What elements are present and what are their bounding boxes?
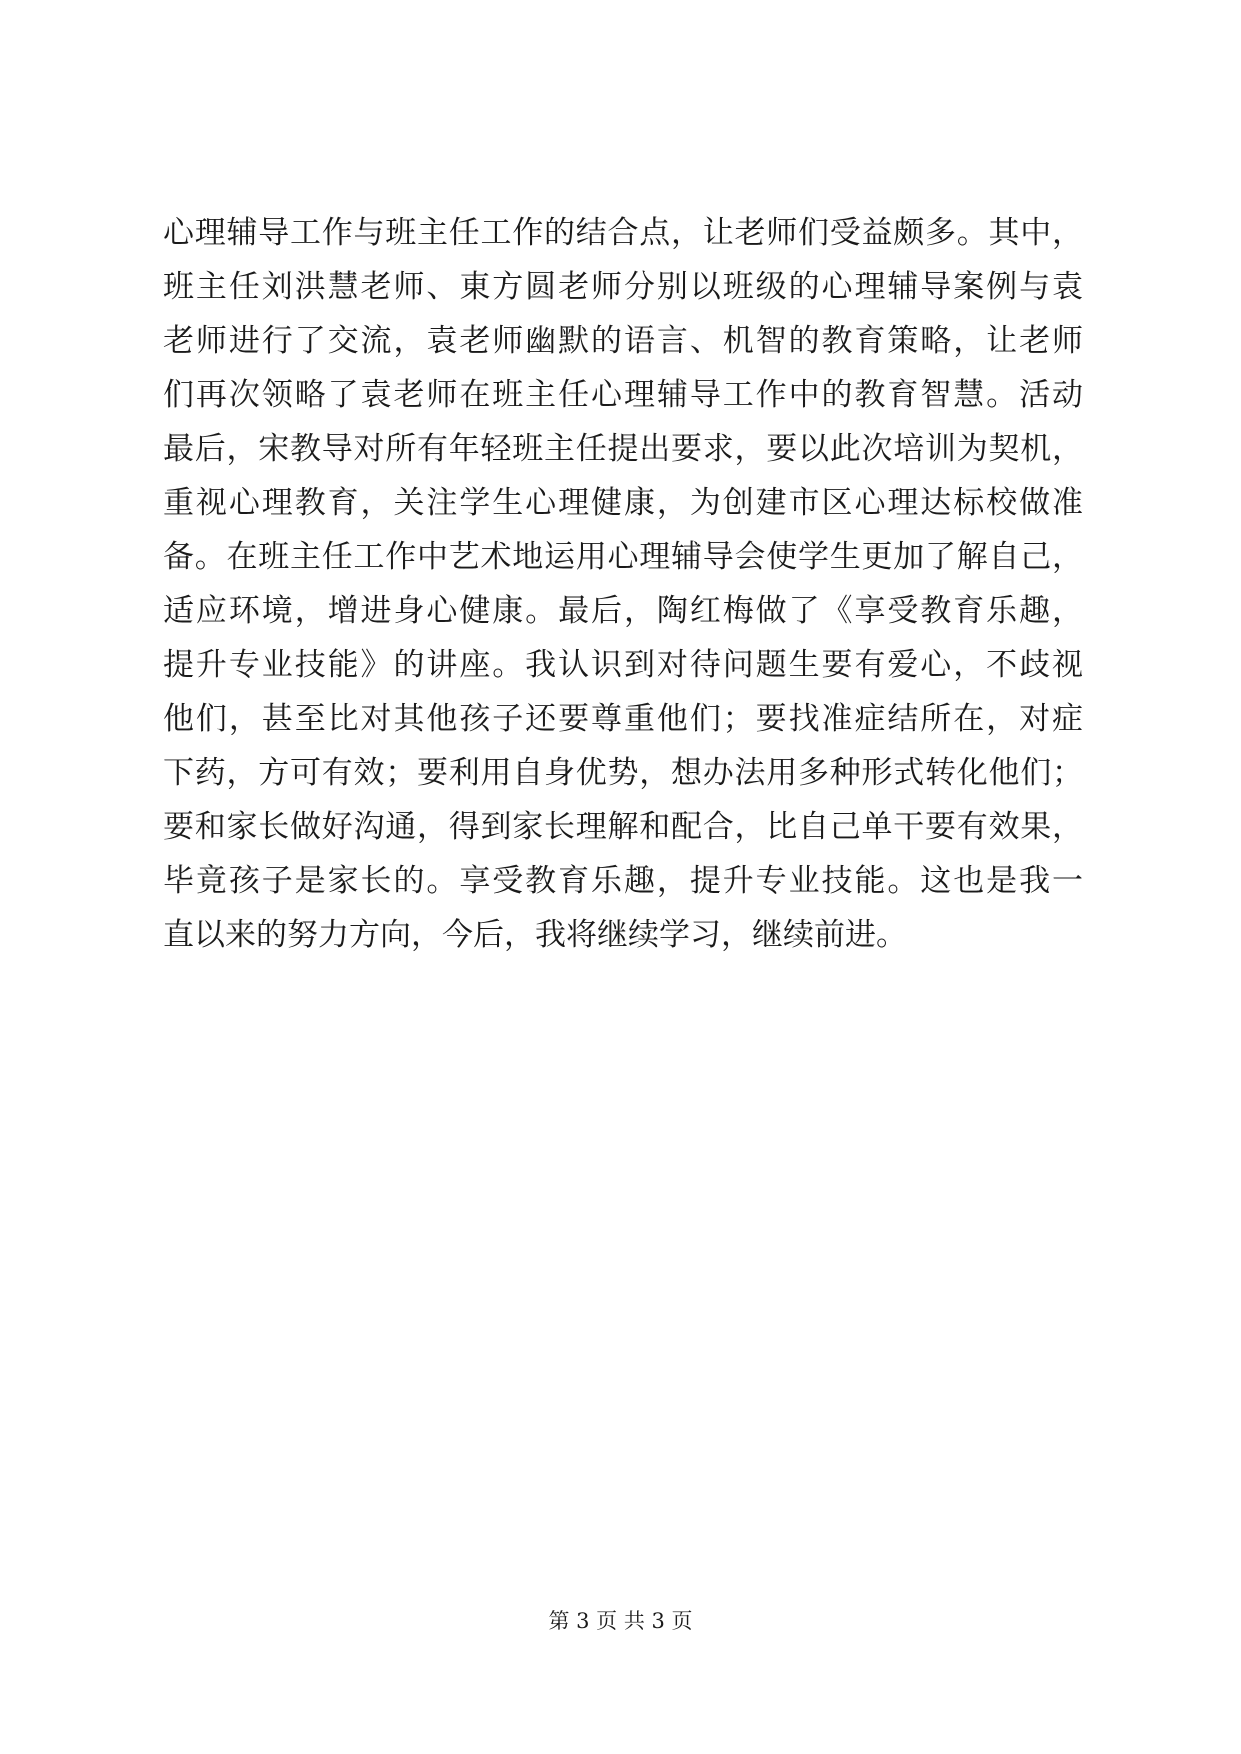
paragraph-line: 最后，宋教导对所有年轻班主任提出要求，要以此次培训为契机， bbox=[163, 431, 1083, 467]
paragraph-line: 提升专业技能》的讲座。我认识到对待问题生要有爱心，不歧视 bbox=[163, 647, 1083, 683]
paragraph-line: 毕竟孩子是家长的。享受教育乐趣，提升专业技能。这也是我一 bbox=[163, 863, 1083, 899]
paragraph-line: 心理辅导工作与班主任工作的结合点，让老师们受益颇多。其中， bbox=[163, 215, 1083, 251]
paragraph-line: 直以来的努力方向，今后，我将继续学习，继续前进。 bbox=[163, 917, 907, 953]
paragraph-line: 老师进行了交流，袁老师幽默的语言、机智的教育策略，让老师 bbox=[163, 323, 1083, 359]
paragraph-line: 班主任刘洪慧老师、東方圆老师分别以班级的心理辅导案例与袁 bbox=[163, 269, 1083, 305]
body-paragraph bbox=[163, 206, 1083, 962]
paragraph-line: 们再次领略了袁老师在班主任心理辅导工作中的教育智慧。活动 bbox=[163, 377, 1083, 413]
page-number: 第 3 页 共 3 页 bbox=[548, 1609, 693, 1633]
paragraph-line: 备。在班主任工作中艺术地运用心理辅导会使学生更加了解自己， bbox=[163, 539, 1083, 575]
paragraph-line: 重视心理教育，关注学生心理健康，为创建市区心理达标校做准 bbox=[163, 485, 1083, 521]
paragraph-line: 下药，方可有效；要利用自身优势，想办法用多种形式转化他们； bbox=[163, 755, 1083, 791]
paragraph-line: 适应环境，增进身心健康。最后，陶红梅做了《享受教育乐趣， bbox=[163, 593, 1083, 629]
paragraph-line: 要和家长做好沟通，得到家长理解和配合，比自己单干要有效果， bbox=[163, 809, 1083, 845]
paragraph-line: 他们，甚至比对其他孩子还要尊重他们；要找准症结所在，对症 bbox=[163, 701, 1083, 737]
